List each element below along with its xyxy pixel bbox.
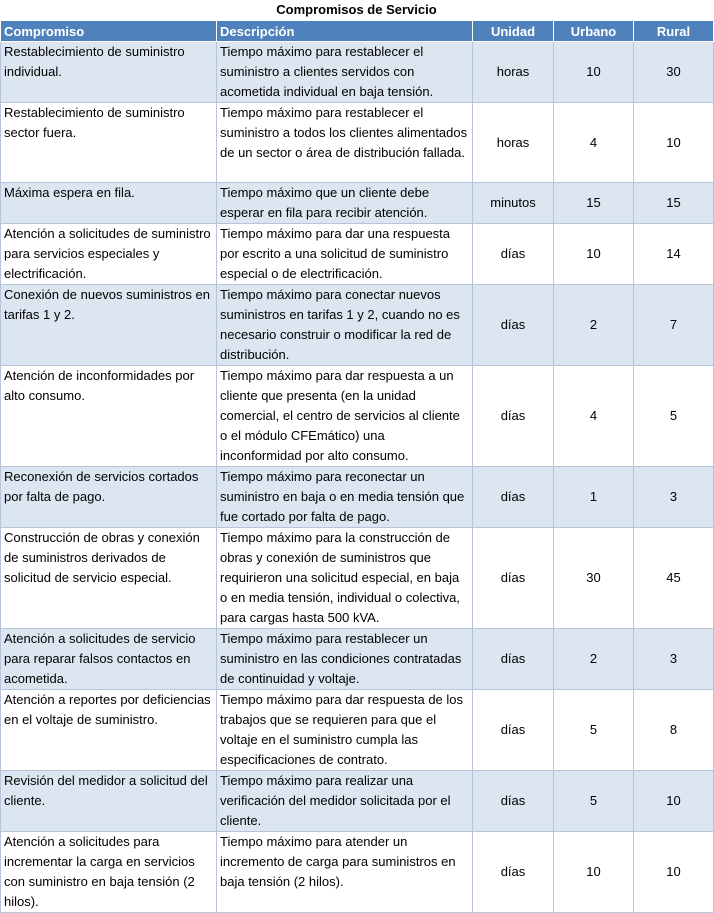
cell-descripcion: Tiempo máximo para restablecer el suministro a clientes servidos con acometida individual en baja tensión. [217, 42, 473, 103]
cell-descripcion: Tiempo máximo para reconectar un suministro en baja o en media tensión que fue cortado por falta de pago. [217, 467, 473, 528]
header-compromiso: Compromiso [1, 21, 217, 42]
cell-urbano: 30 [554, 528, 634, 629]
table-row [1, 832, 714, 913]
table-row [1, 629, 714, 690]
cell-unidad: días [473, 467, 554, 528]
table-row [1, 366, 714, 467]
cell-urbano: 15 [554, 183, 634, 224]
table-row [1, 183, 714, 224]
header-descripcion: Descripción [217, 21, 473, 42]
cell-compromiso: Construcción de obras y conexión de suministros derivados de solicitud de servicio especial. [1, 528, 217, 629]
cell-rural: 45 [634, 528, 714, 629]
cell-rural: 10 [634, 771, 714, 832]
header-rural: Rural [634, 21, 714, 42]
cell-compromiso: Reconexión de servicios cortados por falta de pago. [1, 467, 217, 528]
cell-descripcion: Tiempo máximo para dar una respuesta por escrito a una solicitud de suministro especial o de electrificación. [217, 224, 473, 285]
cell-descripcion: Tiempo máximo que un cliente debe esperar en fila para recibir atención. [217, 183, 473, 224]
cell-descripcion: Tiempo máximo para dar respuesta a un cliente que presenta (en la unidad comercial, el centro de servicios al cliente o el módulo CFEmático) una inconformidad por alto consumo. [217, 366, 473, 467]
table-row [1, 224, 714, 285]
header-urbano: Urbano [554, 21, 634, 42]
cell-rural: 8 [634, 690, 714, 771]
cell-descripcion: Tiempo máximo para realizar una verificación del medidor solicitada por el cliente. [217, 771, 473, 832]
cell-compromiso: Restablecimiento de suministro sector fuera. [1, 103, 217, 183]
table-row [1, 528, 714, 629]
cell-unidad: minutos [473, 183, 554, 224]
cell-unidad: días [473, 224, 554, 285]
header-row [1, 21, 714, 42]
table-row [1, 690, 714, 771]
cell-rural: 7 [634, 285, 714, 366]
cell-urbano: 10 [554, 224, 634, 285]
cell-rural: 10 [634, 103, 714, 183]
cell-rural: 10 [634, 832, 714, 913]
cell-compromiso: Atención a solicitudes de suministro para servicios especiales y electrificación. [1, 224, 217, 285]
cell-rural: 5 [634, 366, 714, 467]
cell-descripcion: Tiempo máximo para conectar nuevos suministros en tarifas 1 y 2, cuando no es necesario construir o modificar la red de distribución. [217, 285, 473, 366]
cell-descripcion: Tiempo máximo para atender un incremento de carga para suministros en baja tensión (2 hilos). [217, 832, 473, 913]
cell-urbano: 5 [554, 771, 634, 832]
cell-rural: 14 [634, 224, 714, 285]
table-row [1, 103, 714, 183]
cell-compromiso: Atención a reportes por deficiencias en el voltaje de suministro. [1, 690, 217, 771]
cell-descripcion: Tiempo máximo para dar respuesta de los trabajos que se requieren para que el voltaje en el suministro cumpla las especificaciones de contrato. [217, 690, 473, 771]
cell-compromiso: Restablecimiento de suministro individual. [1, 42, 217, 103]
cell-urbano: 2 [554, 285, 634, 366]
cell-compromiso: Atención a solicitudes de servicio para reparar falsos contactos en acometida. [1, 629, 217, 690]
cell-unidad: días [473, 690, 554, 771]
cell-urbano: 10 [554, 42, 634, 103]
cell-descripcion: Tiempo máximo para la construcción de obras y conexión de suministros que requirieron una solicitud especial, en baja o en media tensión, individual o colectiva, para cargas hasta 500 kVA. [217, 528, 473, 629]
table-row [1, 42, 714, 103]
cell-compromiso: Conexión de nuevos suministros en tarifas 1 y 2. [1, 285, 217, 366]
cell-unidad: días [473, 528, 554, 629]
cell-descripcion: Tiempo máximo para restablecer un suministro en las condiciones contratadas de continuidad y voltaje. [217, 629, 473, 690]
table-row [1, 285, 714, 366]
cell-compromiso: Máxima espera en fila. [1, 183, 217, 224]
cell-rural: 3 [634, 467, 714, 528]
cell-unidad: días [473, 771, 554, 832]
cell-rural: 3 [634, 629, 714, 690]
cell-unidad: días [473, 366, 554, 467]
cell-unidad: días [473, 629, 554, 690]
cell-compromiso: Revisión del medidor a solicitud del cliente. [1, 771, 217, 832]
service-commitments-table [0, 20, 714, 913]
table-row [1, 467, 714, 528]
cell-urbano: 2 [554, 629, 634, 690]
cell-rural: 15 [634, 183, 714, 224]
cell-unidad: horas [473, 103, 554, 183]
cell-compromiso: Atención de inconformidades por alto consumo. [1, 366, 217, 467]
cell-urbano: 10 [554, 832, 634, 913]
cell-descripcion: Tiempo máximo para restablecer el suministro a todos los clientes alimentados de un sector o área de distribución fallada. [217, 103, 473, 183]
cell-urbano: 5 [554, 690, 634, 771]
cell-rural: 30 [634, 42, 714, 103]
table-body [1, 42, 714, 913]
cell-unidad: días [473, 285, 554, 366]
cell-unidad: horas [473, 42, 554, 103]
table-title: Compromisos de Servicio [276, 2, 437, 17]
cell-urbano: 4 [554, 103, 634, 183]
cell-urbano: 4 [554, 366, 634, 467]
cell-compromiso: Atención a solicitudes para incrementar la carga en servicios con suministro en baja tensión (2 hilos). [1, 832, 217, 913]
table-row [1, 771, 714, 832]
header-unidad: Unidad [473, 21, 554, 42]
cell-unidad: días [473, 832, 554, 913]
cell-urbano: 1 [554, 467, 634, 528]
